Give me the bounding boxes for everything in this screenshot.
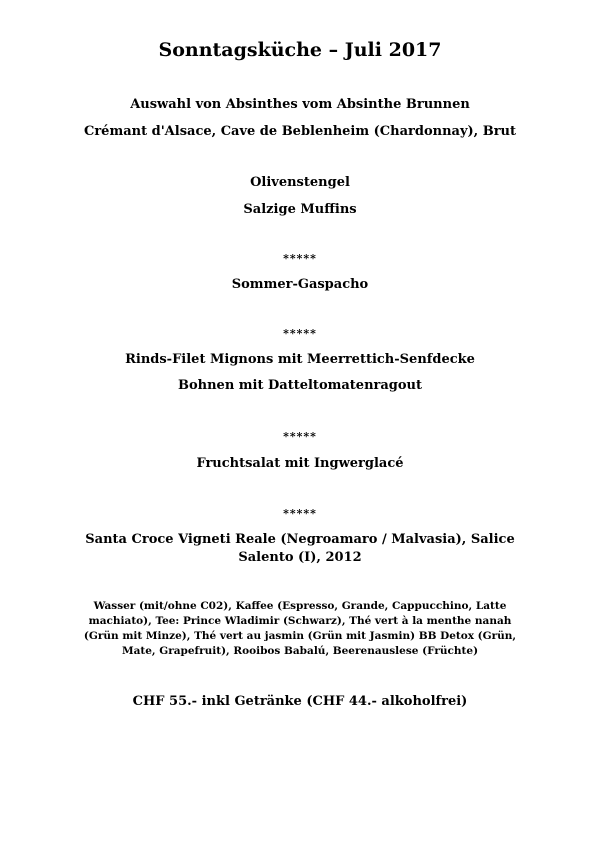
starter-item: Sommer-Gaspacho [231,277,369,292]
aperitif-item-absinthe: Auswahl von Absinthes vom Absinthe Brunnen [130,97,470,112]
main-course-item-bohnen: Bohnen mit Datteltomatenragout [177,378,423,393]
course-separator: ***** [283,252,317,265]
dessert-item: Fruchtsalat mit Ingwerglacé [196,456,404,471]
beverages-list: Wasser (mit/ohne C02), Kaffee (Espresso, Grande, Cappucchino, Latte machiato), Tee: Prince Wladimir (Schwarz), Thé vert à la menthe nanah (Grün mit Minze), Thé vert au jasmin (Grün mit Jasmin) BB Detox (Grün, Mate, Grapefruit), Rooibos Babalú, Beerenauslese (Früchte) [83,600,517,657]
course-separator: ***** [283,430,317,443]
aperitif-item-cremant: Crémant d'Alsace, Cave de Beblenheim (Chardonnay), Brut [83,124,517,139]
course-separator: ***** [283,327,317,340]
main-course-item-filet: Rinds-Filet Mignons mit Meerrettich-Senfdecke [125,352,475,367]
snack-item-olivenstengel: Olivenstengel [250,175,350,190]
wine-item: Santa Croce Vigneti Reale (Negroamaro / Malvasia), Salice Salento (I), 2012 [85,532,515,565]
page-title: Sonntagsküche – Juli 2017 [158,39,442,61]
price-line: CHF 55.- inkl Getränke (CHF 44.- alkoholfrei) [132,694,468,709]
snack-item-muffins: Salzige Muffins [243,202,357,217]
course-separator: ***** [283,507,317,520]
